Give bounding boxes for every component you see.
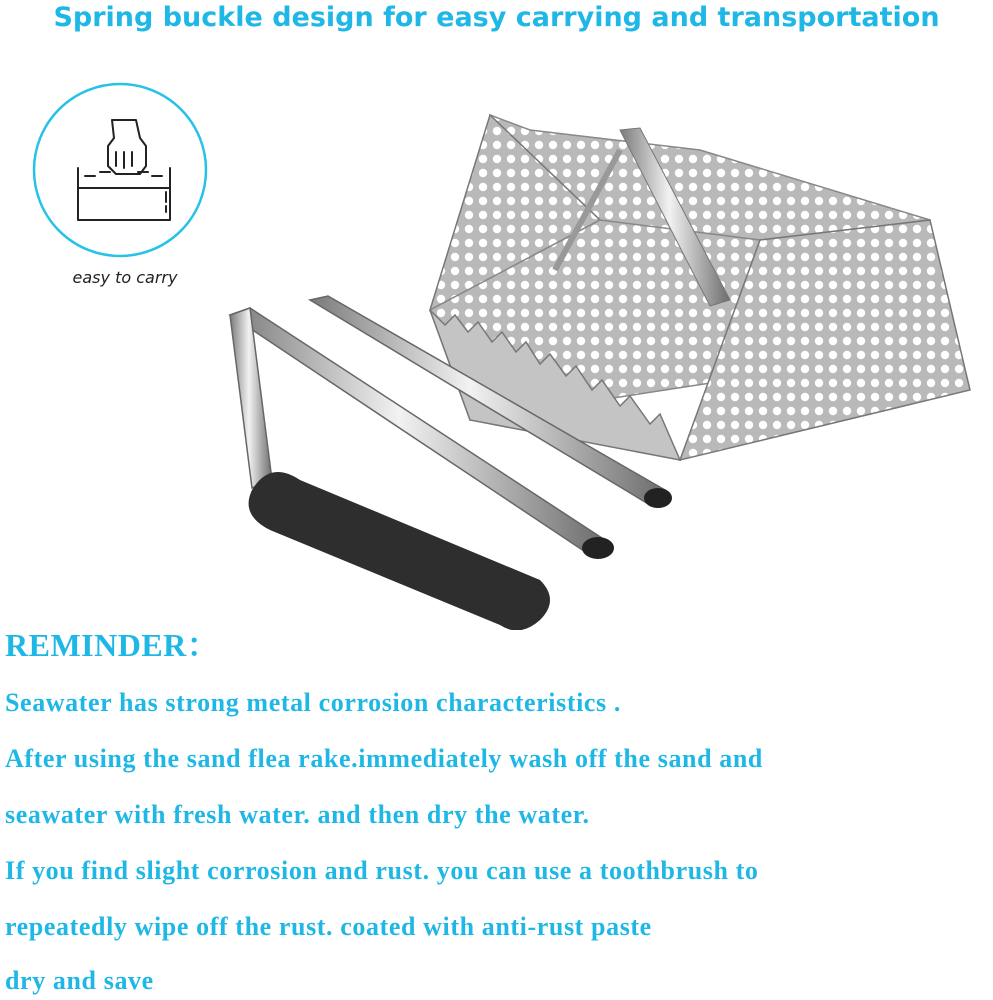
reminder-line-5: repeatedly wipe off the rust. coated with anti-rust paste xyxy=(5,912,652,941)
reminder-line-4: If you find slight corrosion and rust. you can use a toothbrush to xyxy=(5,856,759,885)
reminder-title: REMINDER： xyxy=(5,627,220,663)
easy-carry-badge-icon xyxy=(30,80,210,260)
sand-flea-rake-image xyxy=(210,110,980,630)
badge-caption: easy to carry xyxy=(72,268,178,287)
headline: Spring buckle design for easy carrying and transportation xyxy=(53,2,940,33)
reminder-line-2: After using the sand flea rake.immediately wash off the sand and xyxy=(5,744,763,773)
reminder-line-6: dry and save xyxy=(5,966,154,995)
reminder-line-3: seawater with fresh water. and then dry the water. xyxy=(5,800,590,829)
reminder-line-1: Seawater has strong metal corrosion characteristics . xyxy=(5,688,621,717)
